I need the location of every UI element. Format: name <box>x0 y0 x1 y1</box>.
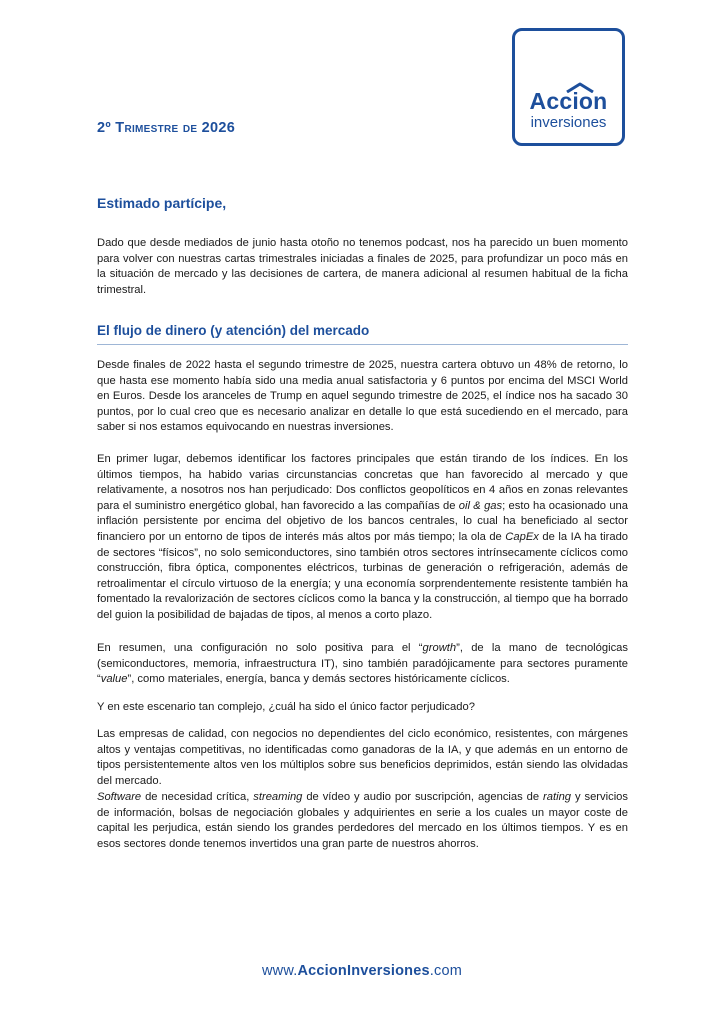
paragraph-5: Las empresas de calidad, con negocios no dependientes del ciclo económico, resistentes, con márgenes altos y ventajas competitivas, no identificadas como ganadoras de la IA, y que además en un entorno de tipos persistentemente altos ven los múltiplos sobre sus beneficios deprimidos, están siendo las olvidadas del mercado. <box>97 728 628 787</box>
logo-brand: Accion <box>529 88 608 114</box>
paragraph-6: Software de necesidad crítica, streaming de vídeo y audio por suscripción, agencias de rating y servicios de información, bolsas de negociación globales y adquirientes en serie a los cuales un mayor coste de capital les perjudica, están siendo los grandes perdedores del mercado en los últimos tiempos. Y es en esos sectores donde tenemos invertidos una gran parte de nuestros ahorros. <box>97 791 629 850</box>
greeting: Estimado partícipe, <box>97 195 227 211</box>
emphasis-streaming: streaming <box>253 791 303 803</box>
emphasis-oil-gas: oil & gas <box>458 499 503 512</box>
paragraph-1: Desde finales de 2022 hasta el segundo trimestre de 2025, nuestra cartera obtuvo un 48% de retorno, lo que hasta ese momento había sido una media anual satisfactoria y 6 puntos por encima del MSCI World en Euros. Desde los aranceles de Trump en aquel segundo trimestre de 2025, el índice nos ha sacado 30 puntos, por lo cual creo que es necesario analizar en detalle lo que está sucediendo en el mercado, para saber si nos estamos equivocando en nuestras inversiones. <box>97 359 628 434</box>
footer-website-link[interactable]: www.AccionInversiones.com <box>261 963 463 979</box>
paragraph-4: Y en este escenario tan complejo, ¿cuál ha sido el único factor perjudicado? <box>97 701 475 713</box>
emphasis-rating: rating <box>543 791 572 803</box>
logo-subtitle: inversiones <box>530 114 607 131</box>
intro-paragraph: Dado que desde mediados de junio hasta otoño no tenemos podcast, nos ha parecido un buen momento para volver con nuestras cartas trimestrales iniciadas a finales de 2025, para profundizar un poco más en la situación de mercado y las decisiones de cartera, de manera adicional al resumen habitual de la ficha trimestral. <box>97 237 628 296</box>
quarter-title: 2º Trimestre de 2026 <box>97 120 236 136</box>
company-logo <box>512 28 625 146</box>
paragraph-2: En primer lugar, debemos identificar los factores principales que están tirando de los índices. En los últimos tiempos, ha habido varias circunstancias concretas que han favorecido al mercado y que relativamente, a nosotros nos han perjudicado: Dos conflictos geopolíticos en 4 años en zonas relevantes para el suministro energético global, han favorecido a las compañías de oil & gas; esto ha ocasionado una inflación persistente por encima del objetivo de los bancos centrales, lo cual ha beneficiado al sector financiero por un entorno de tipos de interés más altos por más tiempo; la ola de CapEx de la IA ha tirado de sectores “físicos”, no solo semiconductores, sino también otros sectores intrínsecamente cíclicos como construcción, fibra óptica, componentes eléctricos, turbinas de generación o refrigeración, además de retroalimentar el círculo virtuoso de la energía; y una economía sorprendentemente resistente también ha fomentado la revalorización de sectores cíclicos como la banca y la construcción, al tiempo que ha borrado del guion la posibilidad de bajadas de tipos, al menos a corto plazo. <box>97 453 629 621</box>
emphasis-growth: growth <box>422 642 457 654</box>
section-title: El flujo de dinero (y atención) del mercado <box>97 323 628 345</box>
emphasis-software: Software <box>97 791 142 803</box>
emphasis-capex: CapEx <box>505 530 539 543</box>
emphasis-value: value <box>100 673 128 686</box>
paragraph-3: En resumen, una configuración no solo positiva para el “growth”, de la mano de tecnológicas (semiconductores, memoria, infraestructura IT), sino también paradójicamente para sectores puramente “value”, como materiales, energía, banca y demás sectores históricamente cíclicos. <box>97 642 628 686</box>
